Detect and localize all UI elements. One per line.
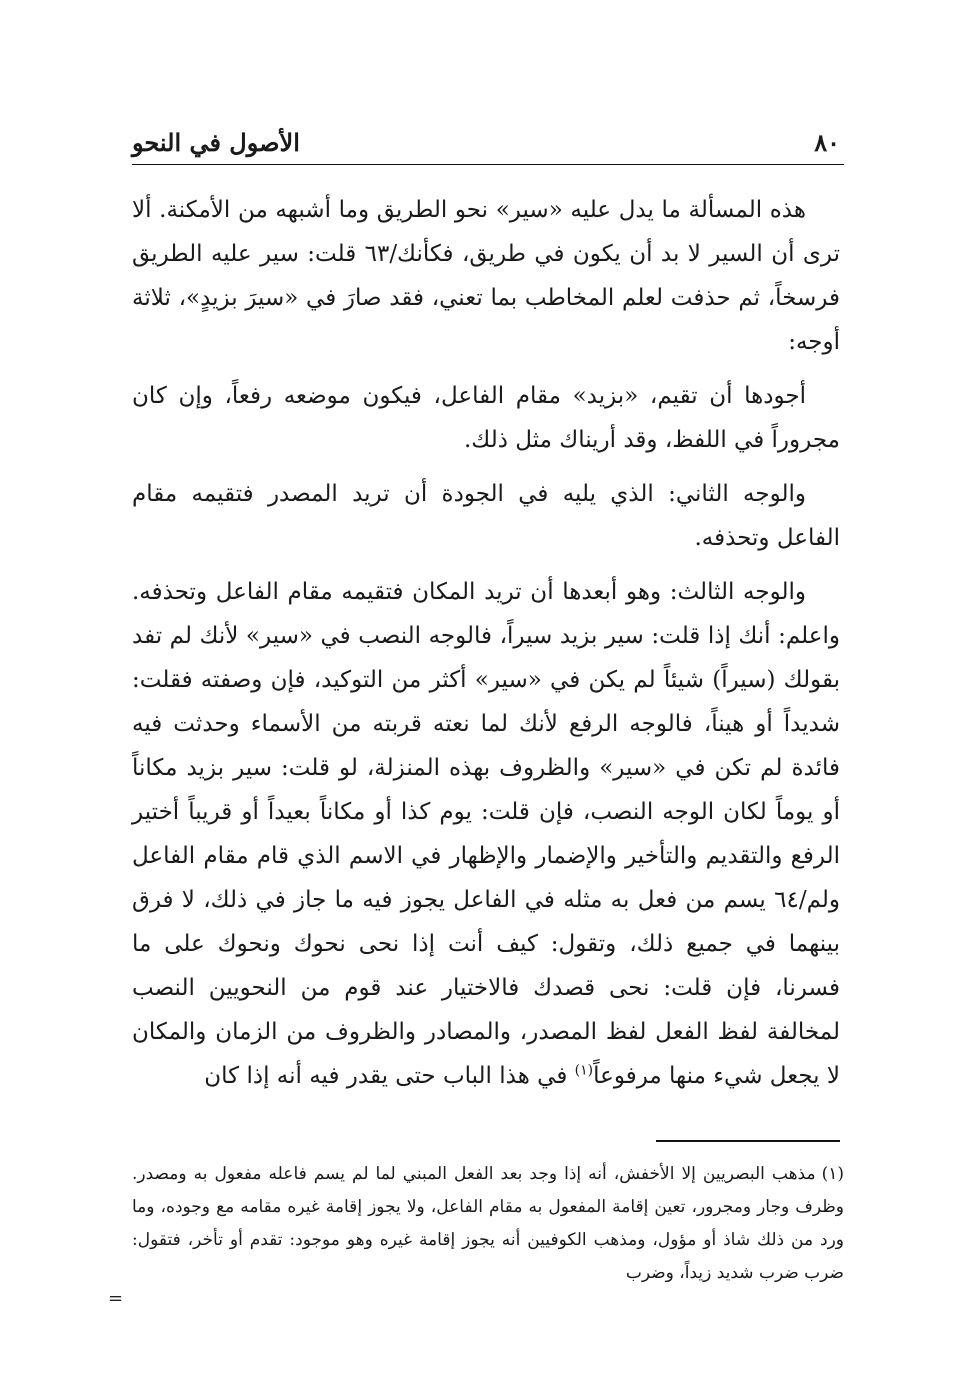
page-header	[132, 128, 840, 162]
paragraph-3: والوجه الثاني: الذي يليه في الجودة أن تريد المصدر فتقيمه مقام الفاعل وتحذفه.	[132, 481, 840, 551]
paragraph-4-text: والوجه الثالث: وهو أبعدها أن تريد المكان فتقيمه مقام الفاعل وتحذفه. واعلم: أنك إذا قلت: سير بزيد سيراً، فالوجه النصب في «سير» لأنك لم تفد بقولك (سيراً) شيئاً لم يكن في «سير» أكثر من التوكيد، فإن وصفته فقلت: شديداً أو هيناً، فالوجه الرفع لأنك لما نعته قربته من الأسماء وحدثت فيه فائدة لم تكن في «سير» والظروف بهذه المنزلة، لو قلت: سير بزيد مكاناً أو يوماً لكان الوجه النصب، فإن قلت: يوم كذا أو مكاناً بعيداً أو قريباً أختير الرفع والتقديم والتأخير والإضمار والإظهار في الاسم الذي قام مقام الفاعل ولم/٦٤ يسم من فعل به مثله في الفاعل يجوز فيه ما جاز في ذلك، لا فرق بينهما في جميع ذلك، وتقول: كيف أنت إذا نحى نحوك ونحوك على ما فسرنا، فإن قلت: نحى قصدك فالاختيار عند قوم من النحويين النصب لمخالفة لفظ الفعل لفظ المصدر، والمصادر والظروف من الزمان والمكان لا يجعل شيء منها مرفوعاً	[132, 579, 840, 1089]
main-text	[132, 188, 840, 1108]
footnote-number: (١)	[821, 1164, 844, 1184]
page-number: ٨٠	[814, 128, 840, 157]
footnote-reference[interactable]: (١)	[574, 1062, 594, 1079]
footnote-text: مذهب البصريين إلا الأخفش، أنه إذا وجد بعد الفعل المبني لما لم يسم فاعله مفعول به ومصدر. وظرف وجار ومجرور، تعين إقامة المفعول به مقام الفاعل، ولا يجوز إقامة غيره مقامه مع وجوده، وما ورد من ذلك شاذ أو مؤول، ومذهب الكوفيين أنه يجوز إقامة غيره وهو موجود: تقدم أو تأخر، فتقول: ضرب ضرب شديد زيداً، وضرب	[132, 1164, 844, 1283]
running-title: الأصول في النحو	[132, 128, 300, 157]
footnote-rule	[656, 1140, 840, 1142]
paragraph-1: هذه المسألة ما يدل عليه «سير» نحو الطريق وما أشبهه من الأمكنة. ألا ترى أن السير لا بد أن يكون في طريق، فكأنك/٦٣ قلت: سير عليه الطريق فرسخاً، ثم حذفت لعلم المخاطب بما تعني، فقد صارَ في «سيرَ بزيدٍ»، ثلاثة أوجه:	[132, 197, 840, 355]
paragraph-2: أجودها أن تقيم، «بزيد» مقام الفاعل، فيكون موضعه رفعاً، وإن كان مجروراً في اللفظ، وقد أريناك مثل ذلك.	[132, 383, 840, 453]
header-rule	[132, 164, 844, 165]
footnote	[132, 1158, 844, 1290]
continuation-mark: =	[108, 1288, 124, 1309]
paragraph-4	[132, 570, 840, 1098]
paragraph-4-tail: في هذا الباب حتى يقدر فيه أنه إذا كان	[204, 1063, 568, 1089]
